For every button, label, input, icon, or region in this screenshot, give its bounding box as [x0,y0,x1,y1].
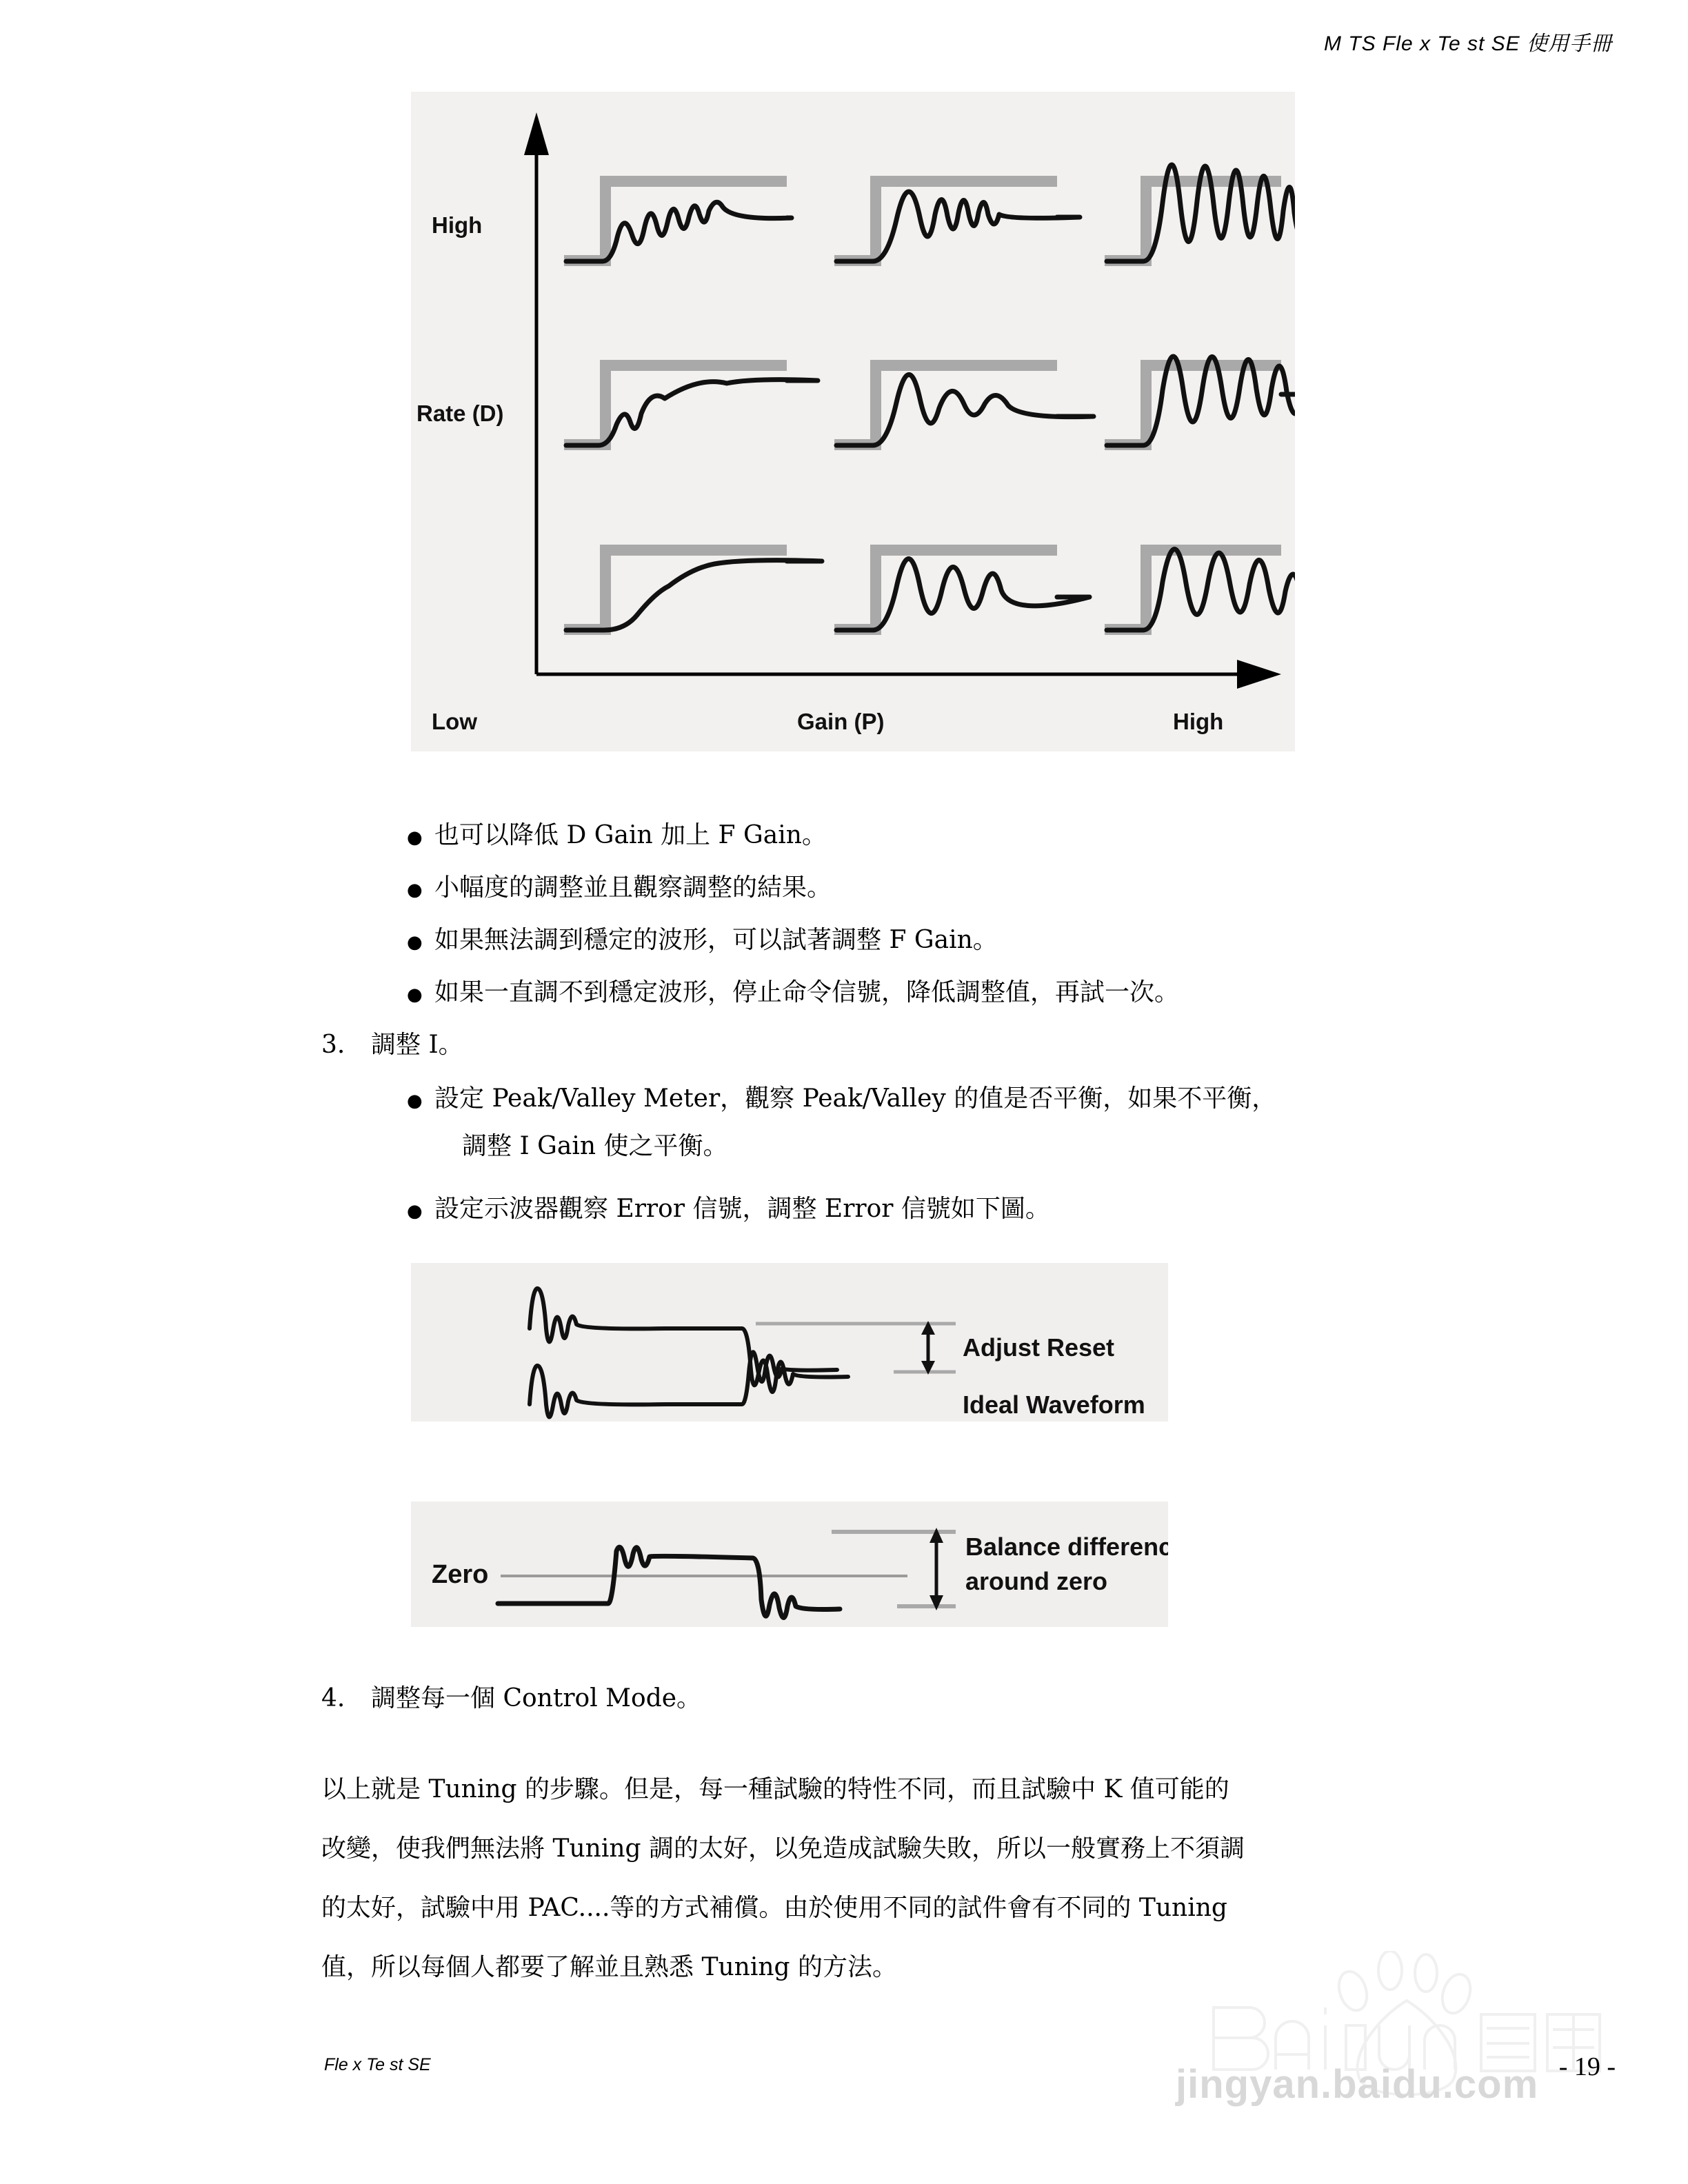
list-item-label: 小幅度的調整並且觀察調整的結果。 [434,873,832,902]
bullet-icon: ● [407,1201,423,1222]
numbered-item-number: 4. [321,1684,345,1712]
bullet-icon: ● [407,827,423,848]
list-item-label: 也可以降低 D Gain 加上 F Gain。 [434,821,827,849]
numbered-item-label: 調整每一個 Control Mode。 [371,1684,702,1712]
header-title-cn: 使用手冊 [1527,32,1612,56]
bullet-icon: ● [407,984,423,1005]
list-item-label: 設定 Peak/Valley Meter，觀察 Peak/Valley 的值是否平衡，如果不平衡， [434,1084,1277,1113]
svg-text:High: High [1173,709,1224,734]
list-item [407,973,1179,1008]
watermark-url: jingyan.baidu.com [1176,2062,1539,2107]
list-item [407,920,998,956]
list-item [407,1189,1050,1224]
page-number: - 19 - [1558,2052,1616,2081]
svg-text:Zero: Zero [432,1560,489,1589]
paragraph-line: 以上就是 Tuning 的步驟。但是，每一種試驗的特性不同，而且試驗中 K 值可能的 [321,1775,1229,1803]
bullet-icon: ● [407,932,423,953]
footer-document-name: Fle x Te st SE [324,2055,431,2074]
numbered-item-label: 調整 I。 [371,1031,463,1059]
svg-text:Low: Low [432,709,477,734]
paragraph-line: 值，所以每個人都要了解並且熟悉 Tuning 的方法。 [321,1953,898,1981]
svg-text:around zero: around zero [965,1567,1108,1595]
header-title-latin: M TS Fle x Te st SE [1324,32,1520,55]
numbered-item-number: 3. [321,1031,345,1059]
figure-error-signal-upper [411,1263,1168,1422]
list-item-label: 如果無法調到穩定的波形，可以試著調整 F Gain。 [434,926,998,954]
svg-text:Adjust Reset: Adjust Reset [963,1333,1115,1362]
bullet-icon: ● [407,880,423,900]
figure-error-signal-lower [411,1502,1168,1627]
numbered-item-3 [321,1025,463,1060]
svg-text:Ideal Waveform: Ideal Waveform [963,1391,1145,1419]
list-item [407,816,827,851]
list-item [407,1079,1276,1114]
page-header [1324,26,1612,57]
svg-text:Gain (P): Gain (P) [797,709,885,734]
bullet-icon: ● [407,1091,423,1111]
list-item-label: 如果一直調不到穩定波形，停止命令信號，降低調整值，再試一次。 [434,978,1180,1007]
figure-pid-tuning-grid [411,92,1295,751]
list-item-continuation: 調整 I Gain 使之平衡。 [462,1132,728,1160]
list-item-label: 設定示波器觀察 Error 信號，調整 Error 信號如下圖。 [434,1195,1050,1223]
list-item [407,868,832,903]
numbered-item-4 [321,1679,701,1714]
paragraph-line: 改變，使我們無法將 Tuning 調的太好，以免造成試驗失敗，所以一般實務上不須調 [321,1834,1245,1863]
svg-text:High: High [432,212,483,238]
paragraph-line: 的太好，試驗中用 PAC....等的方式補償。由於使用不同的試件會有不同的 Tuning [321,1894,1227,1922]
svg-text:Rate (D): Rate (D) [416,401,504,426]
svg-text:Balance difference: Balance difference [965,1533,1168,1561]
